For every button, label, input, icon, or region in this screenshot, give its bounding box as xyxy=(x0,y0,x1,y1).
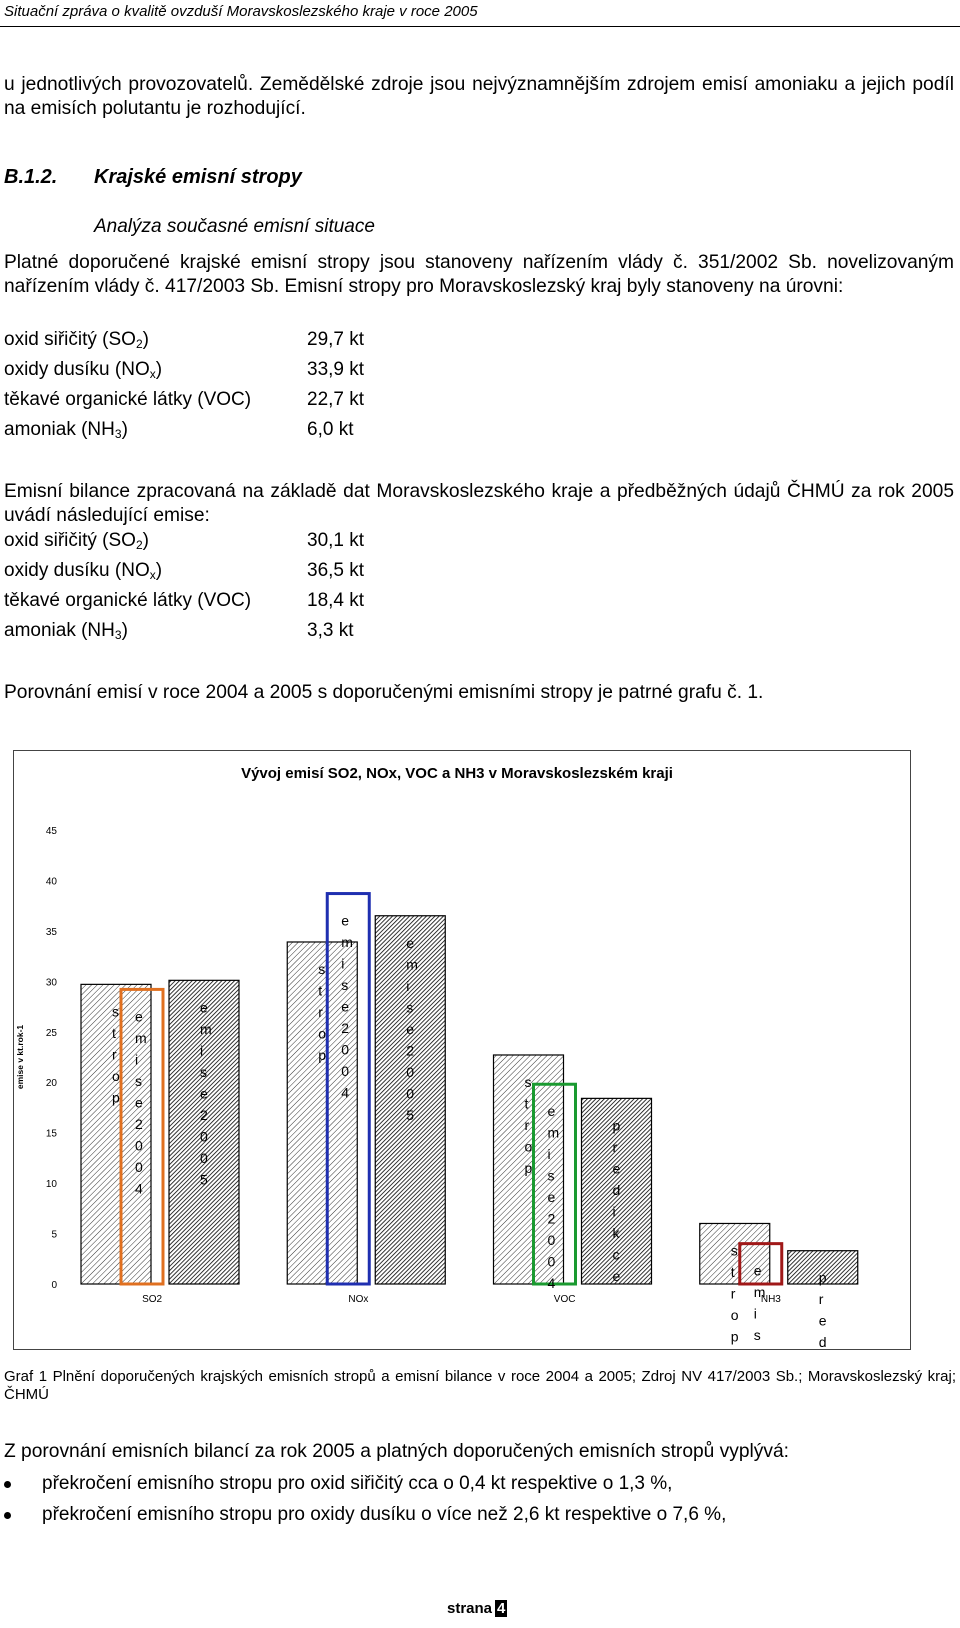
document-header: Situační zpráva o kvalitě ovzduší Moravskoslezského kraje v roce 2005 xyxy=(4,3,478,20)
emission-row xyxy=(4,528,404,554)
section-number: B.1.2. xyxy=(4,166,58,188)
x-tick-label: SO2 xyxy=(142,1294,163,1305)
bar-strop-nox xyxy=(287,942,357,1284)
page-label: strana xyxy=(447,1600,493,1617)
y-tick-label: 20 xyxy=(45,1078,57,1090)
pollutant-subscript: 2 xyxy=(135,538,143,552)
x-tick-label: NOx xyxy=(348,1294,369,1305)
y-axis-label: emise v kt.rok-1 xyxy=(15,1024,25,1090)
emission-row xyxy=(4,327,404,353)
pollutant-suffix: ) xyxy=(142,329,149,350)
pollutant-label: oxidy dusíku (NO xyxy=(4,560,150,581)
pollutant-label: těkavé organické látky (VOC) xyxy=(4,389,252,410)
conclusion-paragraph: Z porovnání emisních bilancí za rok 2005 a platných doporučených emisních stropů vyplývá: xyxy=(4,1441,789,1462)
emission-row xyxy=(4,588,404,614)
header-rule xyxy=(0,26,960,27)
pollutant-subscript: x xyxy=(149,367,156,381)
emissions-chart xyxy=(13,750,911,1350)
pollutant-suffix: ) xyxy=(121,620,128,641)
emission-value: 29,7 kt xyxy=(307,329,365,350)
pollutant-label: oxid siřičitý (SO xyxy=(4,530,136,551)
emission-value: 30,1 kt xyxy=(307,530,365,551)
emission-value: 36,5 kt xyxy=(307,560,365,581)
x-tick-label: VOC xyxy=(553,1294,576,1305)
chart-caption: Graf 1 Plnění doporučených krajských emisních stropů a emisní bilance v roce 2004 a 2005; Zdroj NV 417/2003 Sb.; Moravskoslezský kraj; ČHMÚ xyxy=(4,1368,956,1403)
pollutant-name xyxy=(4,558,162,584)
pollutant-name xyxy=(4,528,149,554)
pollutant-subscript: 3 xyxy=(114,427,122,441)
pollutant-name xyxy=(4,588,251,614)
pollutant-suffix: ) xyxy=(155,560,163,581)
pollutant-subscript: 3 xyxy=(114,628,122,642)
section-title: Krajské emisní stropy xyxy=(94,166,302,188)
bullet-text: překročení emisního stropu pro oxid siřičitý cca o 0,4 kt respektive o 1,3 %, xyxy=(42,1473,673,1494)
y-tick-label: 30 xyxy=(45,977,57,989)
pollutant-name xyxy=(4,357,162,383)
emission-row xyxy=(4,417,404,443)
emission-value: 3,3 kt xyxy=(307,620,354,641)
bullet-dot xyxy=(4,1512,11,1519)
pollutant-label: amoniak (NH xyxy=(4,419,115,440)
bar-label: e m i s e 2 0 0 4 xyxy=(341,912,353,1101)
bar-label: e m i s xyxy=(753,1262,766,1344)
y-tick-label: 0 xyxy=(51,1280,57,1291)
pollutant-label: amoniak (NH xyxy=(4,620,115,641)
pollutant-name xyxy=(4,618,128,644)
pollutant-subscript: x xyxy=(149,568,156,582)
pollutant-name xyxy=(4,327,149,353)
bar-label: e m i s e 2 0 0 4 xyxy=(547,1103,560,1292)
pollutant-label: oxidy dusíku (NO xyxy=(4,359,150,380)
balance-paragraph: Emisní bilance zpracovaná na základě dat Moravskoslezského kraje a předběžných údajů ČHMÚ za rok 2005 uvádí následující emise: xyxy=(4,481,954,526)
emission-value: 18,4 kt xyxy=(307,590,365,611)
page-number: 4 xyxy=(497,1600,506,1617)
emission-value: 6,0 kt xyxy=(307,419,354,440)
y-tick-label: 40 xyxy=(45,876,57,888)
pollutant-name xyxy=(4,387,251,413)
bullet-dot xyxy=(4,1481,11,1488)
pollutant-subscript: 2 xyxy=(135,337,143,351)
y-tick-label: 35 xyxy=(45,926,57,938)
chart-canvas xyxy=(14,751,910,1349)
bar-label: s t r o p xyxy=(112,1003,120,1106)
page-footer xyxy=(447,1600,507,1617)
emission-row xyxy=(4,618,404,644)
bar-label: s t r o p xyxy=(730,1242,739,1345)
pollutant-name xyxy=(4,417,128,443)
pollutant-suffix: ) xyxy=(155,359,163,380)
bar-label: p r e d i k c e xyxy=(612,1117,621,1284)
pollutant-label: těkavé organické látky (VOC) xyxy=(4,590,252,611)
bar-label: s t r o p xyxy=(524,1073,533,1176)
y-tick-label: 10 xyxy=(45,1179,57,1191)
emission-value: 33,9 kt xyxy=(307,359,365,380)
comparison-paragraph: Porovnání emisí v roce 2004 a 2005 s doporučenými emisními stropy je patrné grafu č. 1. xyxy=(4,682,764,703)
chart-title: Vývoj emisí SO2, NOx, VOC a NH3 v Moravskoslezském kraji xyxy=(241,765,673,782)
pollutant-suffix: ) xyxy=(121,419,128,440)
pollutant-suffix: ) xyxy=(142,530,149,551)
y-tick-label: 25 xyxy=(45,1027,57,1039)
pollutant-label: oxid siřičitý (SO xyxy=(4,329,136,350)
emission-value: 22,7 kt xyxy=(307,389,365,410)
emission-row xyxy=(4,357,404,383)
ceilings-paragraph: Platné doporučené krajské emisní stropy jsou stanoveny nařízením vlády č. 351/2002 Sb. novelizovaným nařízením vlády č. 417/2003 Sb. Emisní stropy pro Moravskoslezský kraj byly stanoveny na úrovni: xyxy=(4,252,954,297)
bar-label: e m i s e 2 0 0 4 xyxy=(135,1008,147,1197)
y-tick-label: 45 xyxy=(45,826,57,837)
bar-label: s t r o p xyxy=(318,960,327,1063)
bar-label: p r e d xyxy=(818,1269,827,1349)
subsection-title: Analýza současné emisní situace xyxy=(94,216,375,237)
emission-row xyxy=(4,387,404,413)
y-tick-label: 15 xyxy=(45,1128,57,1140)
emission-row xyxy=(4,558,404,584)
intro-paragraph: u jednotlivých provozovatelů. Zemědělské zdroje jsou nejvýznamnějším zdrojem emisí amoniaku a jejich podíl na emisích polutantu je rozhodující. xyxy=(4,74,954,119)
x-tick-label: NH3 xyxy=(760,1294,781,1305)
y-tick-label: 5 xyxy=(51,1229,57,1241)
bullet-text: překročení emisního stropu pro oxidy dusíku o více než 2,6 kt respektive o 7,6 %, xyxy=(42,1504,727,1525)
bar-label: e m i s e 2 0 0 5 xyxy=(200,999,212,1188)
bar-label: e m i s e 2 0 0 5 xyxy=(406,934,418,1123)
